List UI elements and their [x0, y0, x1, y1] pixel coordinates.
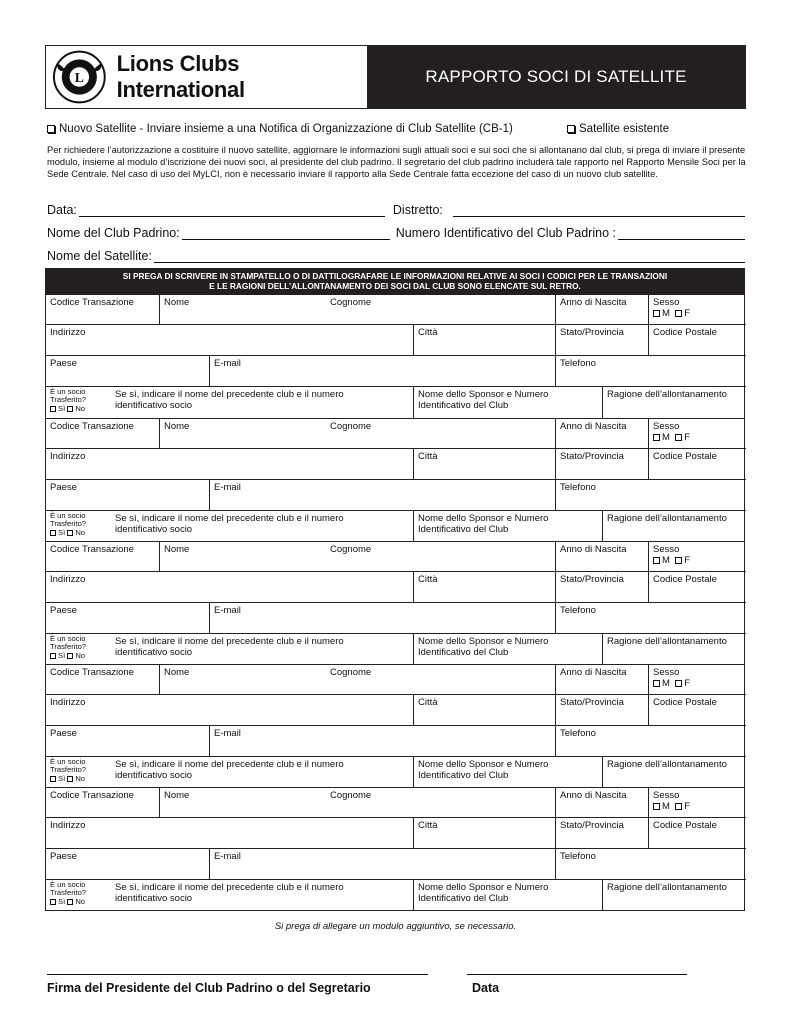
drop-reason-cell[interactable]: [603, 387, 746, 418]
phone-cell[interactable]: [556, 603, 746, 634]
checkbox-icon[interactable]: [653, 557, 660, 564]
satellite-type-options: [47, 123, 747, 135]
grid-heading-line: E LE RAGIONI DELL’ALLONTANAMENTO DEI SOCI DAL CLUB SONO ELENCATE SUL RETRO.: [209, 281, 581, 291]
country-cell[interactable]: [46, 726, 210, 757]
phone-label: Telefono: [560, 482, 596, 493]
yes-label: Sì: [58, 773, 66, 783]
first-name-label: Nome: [164, 297, 190, 308]
transferred-question-label: È un socio: [50, 634, 86, 643]
transferred-question-label: Trasferito?: [50, 519, 87, 529]
country-label: Paese: [50, 358, 77, 369]
sponsor-cell[interactable]: [414, 757, 603, 788]
first-name-label: Nome: [164, 667, 190, 678]
previous-club-cell[interactable]: [111, 634, 414, 665]
email-label: E-mail: [214, 358, 241, 369]
sex-label: Sesso: [653, 421, 680, 432]
phone-label: Telefono: [560, 728, 596, 739]
transaction-code-label: Codice Transazione: [50, 297, 134, 308]
phone-label: Telefono: [560, 851, 596, 862]
transferred-question-label: Trasferito?: [50, 765, 87, 775]
satellite-name-label: Nome del Satellite:: [47, 249, 152, 263]
name-cell[interactable]: [160, 542, 556, 572]
email-cell[interactable]: [210, 356, 556, 387]
transaction-code-label: Codice Transazione: [50, 667, 134, 678]
form-header: [45, 45, 746, 109]
sponsor-label: Nome dello Sponsor e Numero Identificativo del Club: [418, 389, 549, 411]
postal-code-cell[interactable]: [649, 325, 746, 356]
birth-year-label: Anno di Nascita: [560, 790, 627, 801]
brand-name: Lions Clubs International: [116, 51, 245, 102]
name-cell[interactable]: [160, 665, 556, 695]
city-label: Città: [418, 451, 438, 462]
postal-code-cell[interactable]: [649, 695, 746, 726]
checkbox-icon[interactable]: [47, 125, 55, 133]
phone-cell[interactable]: [556, 480, 746, 511]
state-cell[interactable]: [556, 449, 649, 480]
checkbox-icon[interactable]: [50, 530, 56, 536]
sex-f-label: F: [684, 432, 691, 443]
phone-label: Telefono: [560, 605, 596, 616]
address-cell[interactable]: [46, 449, 414, 480]
country-cell[interactable]: [46, 480, 210, 511]
address-label: Indirizzo: [50, 451, 86, 462]
sex-label: Sesso: [653, 790, 680, 801]
new-satellite-label: Nuovo Satellite - Inviare insieme a una Notifica di Organizzazione di Club Satellite (CB-1): [59, 123, 513, 135]
phone-label: Telefono: [560, 358, 596, 369]
birth-year-label: Anno di Nascita: [560, 544, 627, 555]
transferred-cell[interactable]: [46, 387, 111, 418]
new-satellite-option[interactable]: [47, 123, 567, 135]
sex-f-label: F: [684, 555, 691, 566]
birth-year-cell[interactable]: [556, 295, 649, 325]
transferred-question-label: È un socio: [50, 880, 86, 889]
parent-club-name-field[interactable]: [182, 228, 390, 240]
sponsor-cell[interactable]: [414, 634, 603, 665]
president-signature-label: Firma del Presidente del Club Padrino o del Segretario: [47, 981, 371, 995]
no-label: No: [75, 403, 86, 413]
drop-reason-label: Ragione dell’allontanamento: [607, 513, 727, 524]
postal-code-label: Codice Postale: [653, 451, 717, 462]
last-name-label: Cognome: [330, 790, 372, 801]
drop-reason-label: Ragione dell’allontanamento: [607, 636, 727, 647]
country-label: Paese: [50, 728, 77, 739]
checkbox-icon[interactable]: [67, 653, 73, 659]
member-block: [46, 664, 744, 787]
drop-reason-label: Ragione dell’allontanamento: [607, 389, 727, 400]
last-name-label: Cognome: [330, 544, 372, 555]
previous-club-cell[interactable]: [111, 880, 414, 911]
state-cell[interactable]: [556, 818, 649, 849]
email-cell[interactable]: [210, 849, 556, 880]
postal-code-cell[interactable]: [649, 818, 746, 849]
city-cell[interactable]: [414, 695, 556, 726]
previous-club-label: Se sì, indicare il nome del precedente club e il numero identificativo socio: [115, 759, 344, 781]
sex-m-label: M: [662, 801, 670, 812]
lions-logo-icon: [52, 49, 107, 105]
transaction-code-label: Codice Transazione: [50, 790, 134, 801]
parent-club-row: [47, 226, 745, 240]
postal-code-cell[interactable]: [649, 572, 746, 603]
previous-club-label: Se sì, indicare il nome del precedente club e il numero identificativo socio: [115, 513, 344, 535]
city-cell[interactable]: [414, 572, 556, 603]
sponsor-label: Nome dello Sponsor e Numero Identificativo del Club: [418, 513, 549, 535]
transferred-cell[interactable]: [46, 511, 111, 542]
transaction-code-cell[interactable]: [46, 295, 160, 325]
satellite-name-row: [47, 249, 745, 263]
previous-club-cell[interactable]: [111, 387, 414, 418]
transaction-code-label: Codice Transazione: [50, 544, 134, 555]
drop-reason-cell[interactable]: [603, 880, 746, 911]
transaction-code-cell[interactable]: [46, 419, 160, 449]
signature-date-label: Data: [472, 981, 500, 995]
checkbox-icon[interactable]: [67, 899, 73, 905]
drop-reason-cell[interactable]: [603, 511, 746, 542]
address-label: Indirizzo: [50, 697, 86, 708]
drop-reason-label: Ragione dell’allontanamento: [607, 759, 727, 770]
state-label: Stato/Provincia: [560, 820, 624, 831]
first-name-label: Nome: [164, 421, 190, 432]
checkbox-icon[interactable]: [67, 776, 73, 782]
member-block: [46, 418, 744, 541]
country-cell[interactable]: [46, 603, 210, 634]
transferred-cell[interactable]: [46, 880, 111, 911]
sponsor-cell[interactable]: [414, 511, 603, 542]
sex-cell[interactable]: [649, 419, 746, 449]
city-label: Città: [418, 574, 438, 585]
checkbox-icon[interactable]: [50, 406, 56, 412]
drop-reason-label: Ragione dell’allontanamento: [607, 882, 727, 893]
checkbox-icon[interactable]: [67, 406, 73, 412]
sex-cell[interactable]: [649, 788, 746, 818]
grid-heading-line: SI PREGA DI SCRIVERE IN STAMPATELLO O DI DATTILOGRAFARE LE INFORMAZIONI RELATIVE AI SOCI I CODICI PER LE TRANSAZIONI: [122, 271, 668, 281]
country-label: Paese: [50, 605, 77, 616]
district-field[interactable]: [453, 205, 745, 217]
checkbox-icon[interactable]: [653, 434, 660, 441]
email-label: E-mail: [214, 851, 241, 862]
phone-cell[interactable]: [556, 356, 746, 387]
sex-m-label: M: [662, 308, 670, 319]
city-label: Città: [418, 697, 438, 708]
transferred-question-label: Trasferito?: [50, 888, 87, 898]
previous-club-cell[interactable]: [111, 757, 414, 788]
address-cell[interactable]: [46, 572, 414, 603]
checkbox-icon[interactable]: [675, 310, 682, 317]
postal-code-label: Codice Postale: [653, 327, 717, 338]
transferred-question-label: Trasferito?: [50, 642, 87, 652]
previous-club-label: Se sì, indicare il nome del precedente club e il numero identificativo socio: [115, 636, 344, 658]
city-label: Città: [418, 327, 438, 338]
sponsor-label: Nome dello Sponsor e Numero Identificativo del Club: [418, 882, 549, 904]
state-cell[interactable]: [556, 325, 649, 356]
sex-label: Sesso: [653, 297, 680, 308]
checkbox-icon[interactable]: [675, 434, 682, 441]
checkbox-icon[interactable]: [50, 653, 56, 659]
satellite-name-field[interactable]: [154, 251, 745, 263]
email-label: E-mail: [214, 605, 241, 616]
state-label: Stato/Provincia: [560, 451, 624, 462]
checkbox-icon[interactable]: [653, 803, 660, 810]
email-cell[interactable]: [210, 726, 556, 757]
country-label: Paese: [50, 482, 77, 493]
checkbox-icon[interactable]: [50, 899, 56, 905]
parent-club-id-label: Numero Identificativo del Club Padrino :: [395, 226, 616, 240]
first-name-label: Nome: [164, 790, 190, 801]
yes-label: Sì: [58, 403, 66, 413]
previous-club-label: Se sì, indicare il nome del precedente club e il numero identificativo socio: [115, 389, 344, 411]
no-label: No: [75, 773, 86, 783]
sex-label: Sesso: [653, 544, 680, 555]
transferred-question-label: È un socio: [50, 511, 86, 520]
sex-cell[interactable]: [649, 542, 746, 572]
yes-label: Sì: [58, 527, 66, 537]
birth-year-label: Anno di Nascita: [560, 421, 627, 432]
sex-label: Sesso: [653, 667, 680, 678]
transferred-question-label: È un socio: [50, 757, 86, 766]
transaction-code-cell[interactable]: [46, 542, 160, 572]
state-cell[interactable]: [556, 572, 649, 603]
sex-f-label: F: [684, 801, 691, 812]
city-cell[interactable]: [414, 325, 556, 356]
country-cell[interactable]: [46, 849, 210, 880]
no-label: No: [75, 650, 86, 660]
state-label: Stato/Provincia: [560, 327, 624, 338]
sponsor-cell[interactable]: [414, 387, 603, 418]
postal-code-cell[interactable]: [649, 449, 746, 480]
sponsor-label: Nome dello Sponsor e Numero Identificativo del Club: [418, 759, 549, 781]
transferred-cell[interactable]: [46, 757, 111, 788]
address-label: Indirizzo: [50, 820, 86, 831]
birth-year-cell[interactable]: [556, 788, 649, 818]
checkbox-icon[interactable]: [67, 530, 73, 536]
member-block: [46, 787, 744, 910]
checkbox-icon[interactable]: [675, 803, 682, 810]
checkbox-icon[interactable]: [675, 557, 682, 564]
date-field[interactable]: [79, 205, 385, 217]
transferred-question-label: È un socio: [50, 387, 86, 396]
phone-cell[interactable]: [556, 849, 746, 880]
first-name-label: Nome: [164, 544, 190, 555]
brand-area: [46, 46, 367, 108]
state-label: Stato/Provincia: [560, 574, 624, 585]
previous-club-label: Se sì, indicare il nome del precedente club e il numero identificativo socio: [115, 882, 344, 904]
sponsor-label: Nome dello Sponsor e Numero Identificativo del Club: [418, 636, 549, 658]
email-cell[interactable]: [210, 480, 556, 511]
name-cell[interactable]: [160, 788, 556, 818]
sex-m-label: M: [662, 678, 670, 689]
sex-cell[interactable]: [649, 295, 746, 325]
district-label: Distretto:: [392, 203, 443, 217]
checkbox-icon[interactable]: [653, 310, 660, 317]
birth-year-cell[interactable]: [556, 665, 649, 695]
checkbox-icon[interactable]: [653, 680, 660, 687]
date-district-row: [47, 203, 745, 217]
checkbox-icon[interactable]: [675, 680, 682, 687]
state-cell[interactable]: [556, 695, 649, 726]
drop-reason-cell[interactable]: [603, 757, 746, 788]
sex-m-label: M: [662, 432, 670, 443]
transaction-code-label: Codice Transazione: [50, 421, 134, 432]
address-label: Indirizzo: [50, 327, 86, 338]
email-label: E-mail: [214, 728, 241, 739]
city-cell[interactable]: [414, 818, 556, 849]
address-label: Indirizzo: [50, 574, 86, 585]
date-label: Data:: [47, 203, 77, 217]
transferred-question-label: Trasferito?: [50, 395, 87, 405]
name-cell[interactable]: [160, 295, 556, 325]
city-cell[interactable]: [414, 449, 556, 480]
last-name-label: Cognome: [330, 421, 372, 432]
birth-year-label: Anno di Nascita: [560, 667, 627, 678]
address-cell[interactable]: [46, 325, 414, 356]
city-label: Città: [418, 820, 438, 831]
no-label: No: [75, 896, 86, 906]
postal-code-label: Codice Postale: [653, 574, 717, 585]
form-title: RAPPORTO SOCI DI SATELLITE: [367, 46, 745, 108]
last-name-label: Cognome: [330, 667, 372, 678]
country-label: Paese: [50, 851, 77, 862]
transferred-cell[interactable]: [46, 634, 111, 665]
phone-cell[interactable]: [556, 726, 746, 757]
postal-code-label: Codice Postale: [653, 697, 717, 708]
existing-satellite-option[interactable]: [567, 123, 669, 135]
transaction-code-cell[interactable]: [46, 788, 160, 818]
postal-code-label: Codice Postale: [653, 820, 717, 831]
sponsor-cell[interactable]: [414, 880, 603, 911]
sex-f-label: F: [684, 678, 691, 689]
member-grid: [45, 268, 745, 911]
country-cell[interactable]: [46, 356, 210, 387]
yes-label: Sì: [58, 896, 66, 906]
email-label: E-mail: [214, 482, 241, 493]
parent-club-name-label: Nome del Club Padrino:: [47, 226, 180, 240]
checkbox-icon[interactable]: [567, 125, 575, 133]
birth-year-label: Anno di Nascita: [560, 297, 627, 308]
last-name-label: Cognome: [330, 297, 372, 308]
member-block: [46, 295, 744, 418]
birth-year-cell[interactable]: [556, 542, 649, 572]
transaction-code-cell[interactable]: [46, 665, 160, 695]
intro-paragraph: Per richiedere l’autorizzazione a costituire il nuovo satellite, aggiornare le informazioni sugli attuali soci e sui soci che si allontanano dal club, si prega di inviare il presente modulo, insieme al modulo d’iscrizione dei nuovi soci, al presidente del club padrino. Il segretario del club padrino includerà tale rapporto nel Rapporto Mensile Soci per la Sede Centrale. Nel caso di uso del MyLCI, non è necessario inviare il rapporto alla Sede Centrale fatta eccezione del caso di un nuovo club satellite.: [47, 145, 746, 179]
parent-club-id-field[interactable]: [618, 228, 745, 240]
name-cell[interactable]: [160, 419, 556, 449]
state-label: Stato/Provincia: [560, 697, 624, 708]
no-label: No: [75, 527, 86, 537]
drop-reason-cell[interactable]: [603, 634, 746, 665]
sex-f-label: F: [684, 308, 691, 319]
address-cell[interactable]: [46, 695, 414, 726]
email-cell[interactable]: [210, 603, 556, 634]
checkbox-icon[interactable]: [50, 776, 56, 782]
sex-cell[interactable]: [649, 665, 746, 695]
previous-club-cell[interactable]: [111, 511, 414, 542]
existing-satellite-label: Satellite esistente: [579, 123, 670, 135]
yes-label: Sì: [58, 650, 66, 660]
sex-m-label: M: [662, 555, 670, 566]
signature-date-line[interactable]: [467, 974, 687, 975]
president-signature-line[interactable]: [47, 974, 428, 975]
grid-heading: [46, 269, 744, 295]
attach-note: Si prega di allegare un modulo aggiuntivo, se necessario.: [274, 921, 517, 932]
address-cell[interactable]: [46, 818, 414, 849]
member-block: [46, 541, 744, 664]
birth-year-cell[interactable]: [556, 419, 649, 449]
svg-text:L: L: [74, 69, 84, 85]
